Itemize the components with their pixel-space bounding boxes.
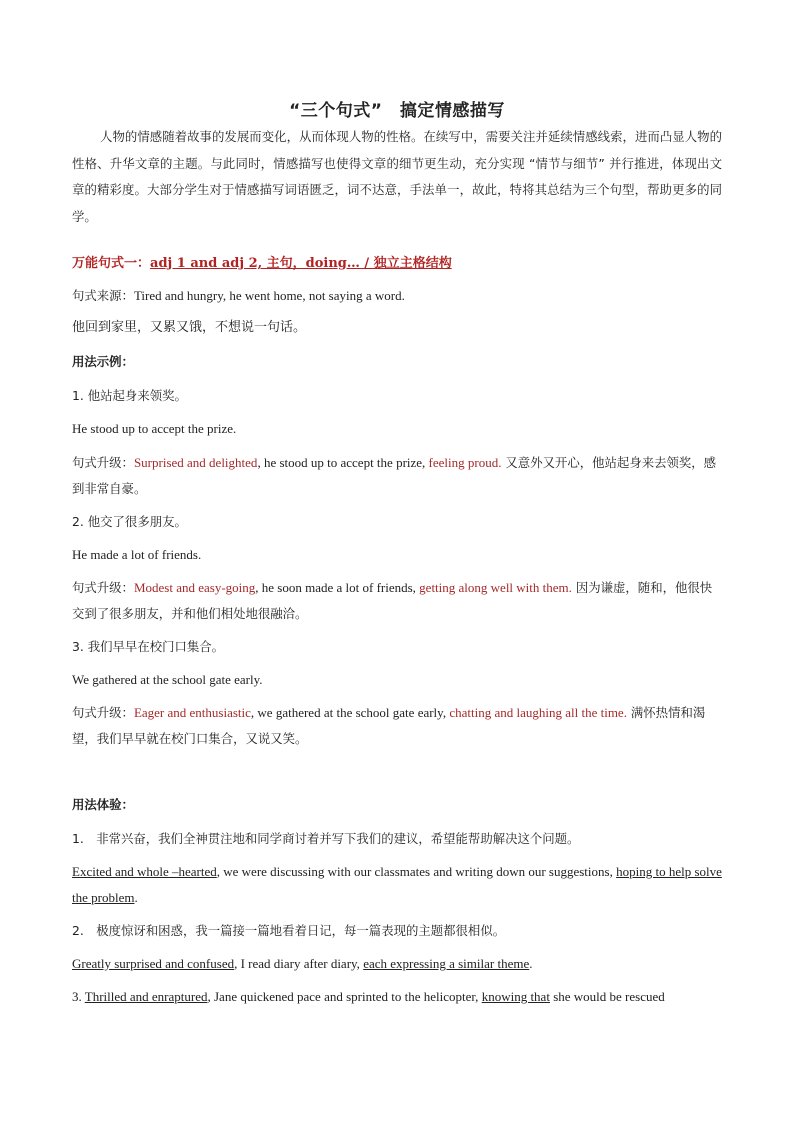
practice-participle: each expressing a similar theme: [363, 956, 530, 971]
practice-adjectives: Thrilled and enraptured: [84, 989, 208, 1004]
practice-chinese: 1. 非常兴奋，我们全神贯注地和同学商讨着并写下我们的建议，希望能帮助解决这个问题。: [72, 831, 580, 846]
practice-end: .: [134, 889, 138, 905]
upgrade-participle: feeling proud.: [428, 455, 502, 470]
upgrade-main-clause: , he stood up to accept the prize,: [257, 455, 429, 470]
source-label: 句式来源：: [72, 288, 134, 303]
upgrade-participle: getting along well with them.: [419, 580, 572, 595]
example-chinese: 2. 他交了很多朋友。: [72, 514, 187, 529]
examples-label: 用法示例：: [72, 354, 134, 369]
upgrade-main-clause: , we gathered at the school gate early,: [250, 705, 450, 720]
practice-answer: [72, 984, 722, 1010]
example-base-sentence: He made a lot of friends.: [72, 547, 202, 562]
practice-answer: [72, 859, 722, 910]
practice-end: .: [529, 956, 533, 971]
upgrade-label: 句式升级：: [72, 580, 134, 595]
practice-adjectives: Greatly surprised and confused: [72, 956, 235, 971]
practice-label: 用法体验：: [72, 797, 134, 812]
example-base-sentence: He stood up to accept the prize.: [72, 421, 237, 436]
upgrade-translation: 满怀热情和渴望，我们早早就在校门口集合，又说又笑。: [72, 705, 706, 746]
section-heading: [72, 252, 452, 271]
source-english: Tired and hungry, he went home, not saying a word.: [133, 288, 405, 303]
example-upgrade: [72, 575, 722, 626]
example-upgrade: [72, 700, 722, 751]
example-upgrade: [72, 450, 722, 501]
practice-main-clause: , Jane quickened pace and sprinted to the helicopter,: [207, 989, 482, 1004]
practice-main-clause: , we were discussing with our classmates and writing down our suggestions,: [216, 864, 617, 879]
practice-participle: hoping to help solve the problem: [72, 864, 722, 905]
example-base-sentence: We gathered at the school gate early.: [72, 672, 263, 687]
upgrade-adjectives: Surprised and delighted: [133, 455, 258, 470]
section-heading-prefix: 万能句式一：: [72, 256, 151, 271]
page-title: “三个句式” 搞定情感描写: [289, 101, 505, 121]
practice-end: she would be rescued: [549, 989, 665, 1004]
source-sentence: [72, 283, 722, 309]
example-chinese: 1. 他站起身来领奖。: [72, 388, 187, 403]
practice-main-clause: , I read diary after diary,: [234, 956, 364, 971]
practice-participle: knowing that: [481, 989, 550, 1004]
upgrade-adjectives: Eager and enthusiastic: [133, 705, 251, 720]
upgrade-participle: chatting and laughing all the time.: [449, 705, 627, 720]
example-chinese: 3. 我们早早在校门口集合。: [72, 639, 225, 654]
practice-number: 3.: [72, 989, 85, 1004]
upgrade-adjectives: Modest and easy-going: [133, 580, 256, 595]
upgrade-label: 句式升级：: [72, 705, 134, 720]
upgrade-translation: 又意外又开心，他站起身来去领奖，感到非常自豪。: [72, 455, 717, 496]
upgrade-label: 句式升级：: [72, 455, 134, 470]
source-translation: 他回到家里，又累又饿，不想说一句话。: [72, 320, 307, 335]
upgrade-translation: 因为谦虚，随和，他很快交到了很多朋友，并和他们相处地很融洽。: [72, 580, 713, 621]
intro-paragraph: 人物的情感随着故事的发展而变化，从而体现人物的性格。在续写中，需要关注并延续情感线索，进而凸显人物的性格、升华文章的主题。与此同时，情感描写也使得文章的细节更生动，充分实现 “情节与细节” 并行推进，体现出文章的精彩度。大部分学生对于情感描写词语匮乏，词不达意，手法单一，故此，特将其总结为三个句型，帮助更多的同学。: [72, 129, 722, 224]
practice-adjectives: Excited and whole –hearted: [72, 864, 217, 879]
practice-answer: [72, 951, 722, 977]
upgrade-main-clause: , he soon made a lot of friends,: [255, 580, 420, 595]
section-heading-formula: adj 1 and adj 2, 主句，doing… / 独立主格结构: [150, 256, 452, 271]
practice-chinese: 2. 极度惊讶和困惑，我一篇接一篇地看着日记，每一篇表现的主题都很相似。: [72, 923, 506, 938]
